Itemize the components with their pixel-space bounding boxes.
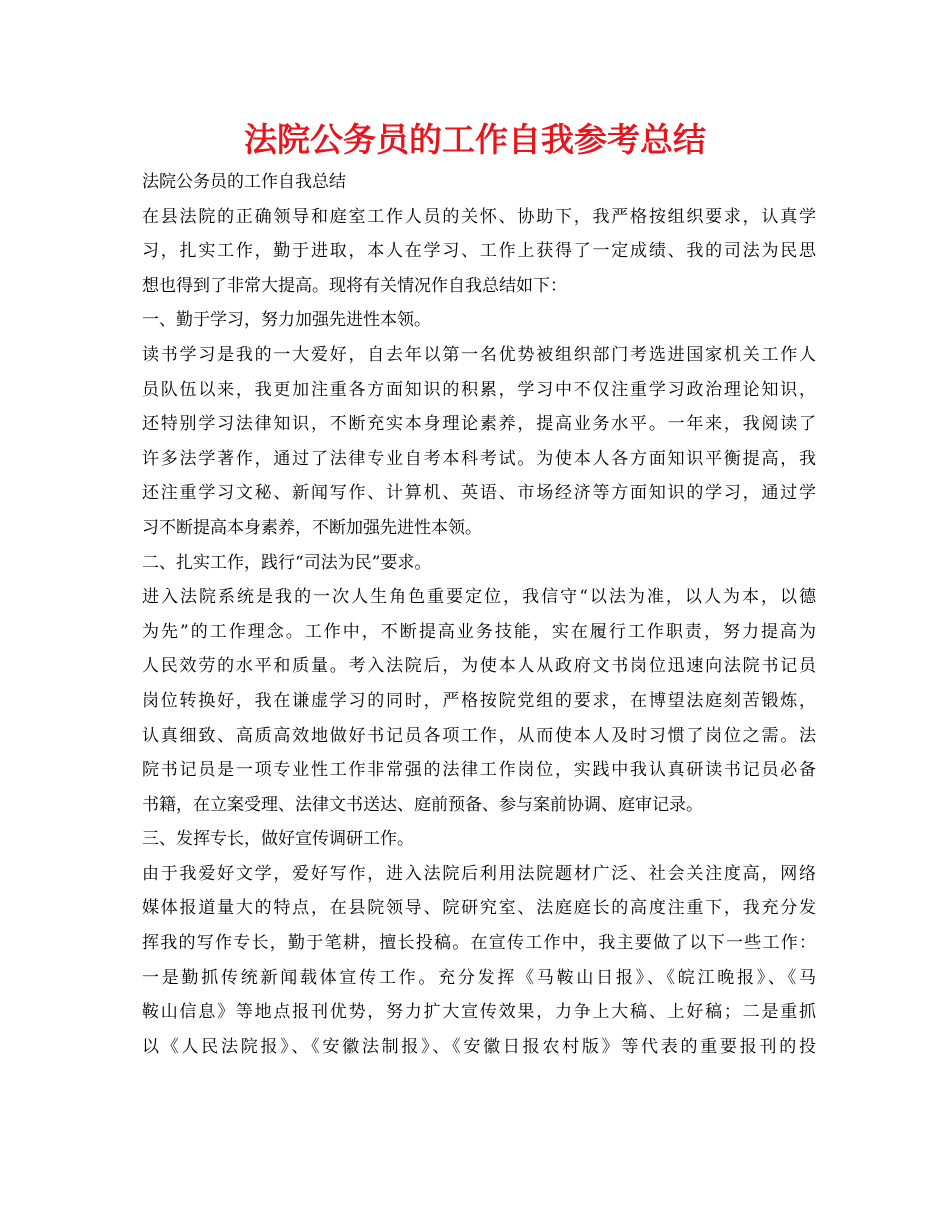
text-line: 岗位转换好，我在谦虚学习的同时，严格按院党组的要求，在博望法庭刻苦锻炼，	[142, 690, 816, 711]
text-line: 在县法院的正确领导和庭室工作人员的关怀、协助下，我严格按组织要求，认真学	[142, 206, 816, 227]
text-line: 一是勤抓传统新闻载体宣传工作。充分发挥《马鞍山日报》、《皖江晚报》、《马	[142, 967, 816, 988]
text-line: 鞍山信息》等地点报刊优势，努力扩大宣传效果，力争上大稿、上好稿；二是重抓	[142, 1002, 816, 1023]
text-line: 一、勤于学习，努力加强先进性本领。	[142, 310, 431, 331]
text-line: 习，扎实工作，勤于进取，本人在学习、工作上获得了一定成绩、我的司法为民思	[142, 241, 816, 262]
text-line: 认真细致、高质高效地做好书记员各项工作，从而使本人及时习惯了岗位之需。法	[142, 725, 816, 746]
text-line: 读书学习是我的一大爱好，自去年以第一名优势被组织部门考选进国家机关工作人	[142, 344, 816, 365]
document-body	[142, 165, 816, 1064]
text-line: 人民效劳的水平和质量。考入法院后，为使本人从政府文书岗位迅速向法院书记员	[142, 656, 816, 677]
text-line: 许多法学著作，通过了法律专业自考本科考试。为使本人各方面知识平衡提高，我	[142, 448, 816, 469]
text-line: 二、扎实工作，践行“司法为民”要求。	[142, 552, 432, 573]
text-line: 为先”的工作理念。工作中，不断提高业务技能，实在履行工作职责，努力提高为	[142, 621, 816, 642]
text-line: 以《人民法院报》、《安徽法制报》、《安徽日报农村版》等代表的重要报刊的投	[142, 1036, 816, 1057]
text-line: 还注重学习文秘、新闻写作、计算机、英语、市场经济等方面知识的学习，通过学	[142, 483, 816, 504]
text-line: 挥我的写作专长，勤于笔耕，擅长投稿。在宣传工作中，我主要做了以下一些工作：	[142, 933, 816, 954]
text-line: 想也得到了非常大提高。现将有关情况作自我总结如下：	[142, 275, 567, 296]
text-line: 三、发挥专长，做好宣传调研工作。	[142, 829, 414, 850]
text-line: 媒体报道量大的特点，在县院领导、院研究室、法庭庭长的高度注重下，我充分发	[142, 898, 816, 919]
text-line: 法院公务员的工作自我总结	[142, 172, 346, 192]
text-line: 书籍，在立案受理、法律文书送达、庭前预备、参与案前协调、庭审记录。	[142, 794, 703, 815]
document-title: 法院公务员的工作自我参考总结	[244, 120, 706, 159]
text-line: 由于我爱好文学，爱好写作，进入法院后利用法院题材广泛、社会关注度高，网络	[142, 863, 816, 884]
text-line: 还特别学习法律知识，不断充实本身理论素养，提高业务水平。一年来，我阅读了	[142, 414, 816, 435]
text-line: 院书记员是一项专业性工作非常强的法律工作岗位，实践中我认真研读书记员必备	[142, 760, 816, 781]
text-line: 习不断提高本身素养，不断加强先进性本领。	[142, 517, 482, 538]
text-line: 进入法院系统是我的一次人生角色重要定位，我信守“以法为准，以人为本，以德	[142, 587, 816, 608]
text-line: 员队伍以来，我更加注重各方面知识的积累，学习中不仅注重学习政治理论知识，	[142, 379, 816, 400]
